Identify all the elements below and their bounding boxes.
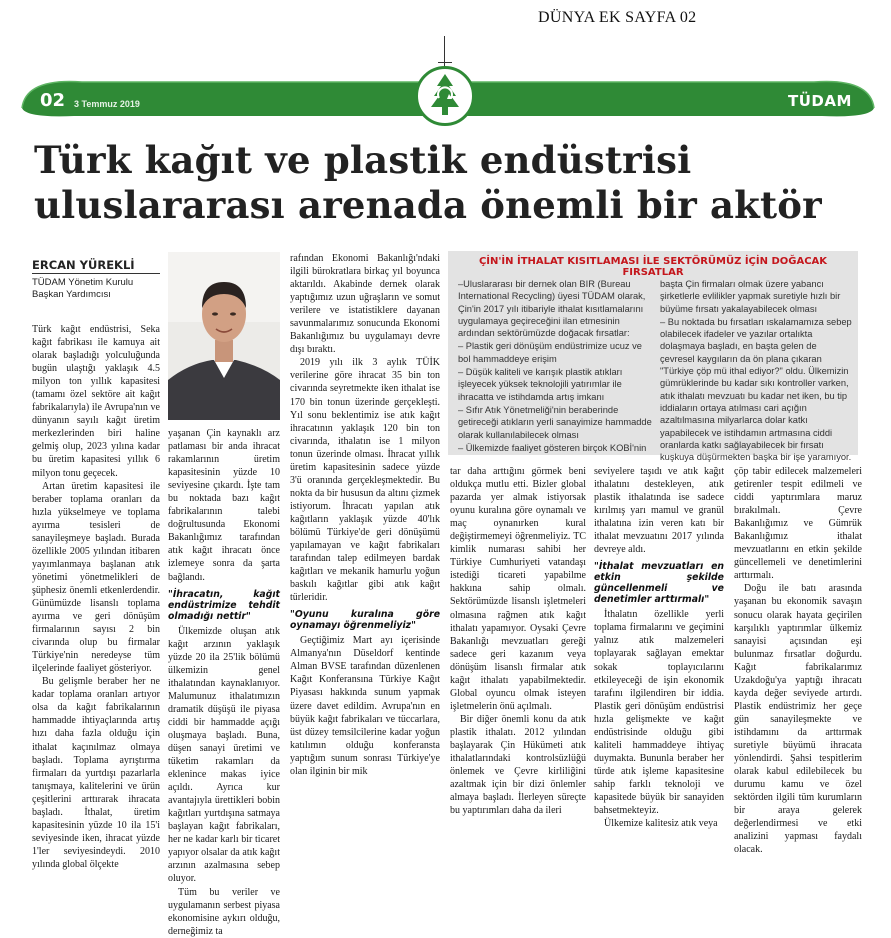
subheading: "İhracatın, kağıt endüstrimize tehdit olmadığı nettir" — [168, 588, 280, 622]
sidebar-paragraph: başta Çin firmaları olmak üzere yabancı şirketlerle evlilikler yapmak suretiyle hızlı bir büyüme fırsatı yakalayabilecek olması — [660, 279, 841, 314]
paragraph: tar daha arttığını görmek beni oldukça mutlu etti. Bizler global pazarda yer almak istiyorsak oyunu kuralına göre oynamalı ve maç oynanırken kural değiştirmemeyi öğrenmeliyiz. TC kimlik numarası sahibi her Türkiye Cumhuriyeti vatandaşı istediği ticareti yapabilme hakkına sahip olmalı. Sektörümüzde lisanslı işletmeleri olmasına rağmen atık kağıt ithalatı yapamıyor. Oysaki Çevre Bakanlığı mevzuatları gereği sadece geri kazanım veya dönüşüm lisanslı firmalar atık kağıt ithalatı yapabilmektedir. Global oyuncu olmak isteyen işletmelerin önü açılmalı. — [450, 466, 586, 712]
article-column-5 — [594, 465, 724, 830]
article-column-6 — [734, 465, 862, 856]
paragraph: Ülkemize kalitesiz atık veya — [604, 818, 718, 830]
edition-label: DÜNYA EK SAYFA 02 — [538, 9, 697, 26]
sidebar-paragraph: –Uluslararası bir dernek olan BIR (Bureau International Recycling) üyesi TÜDAM olarak, Çin'in 2017 yılı itibariyle ithalat kısıtlamalarını uygulamaya geçireceğini ilan etmesinin ardından sektörümüzde doğacak fırsatlar: — [458, 279, 646, 339]
sidebar-title: ÇİN'İN İTHALAT KISITLAMASI İLE SEKTÖRÜMÜZ İÇİN DOĞACAK FIRSATLAR — [478, 256, 828, 278]
article-column-1 — [32, 323, 160, 871]
paragraph: Ülkemizde oluşan atık kağıt arzının yaklaşık yüzde 20 ila 25'lik bölümü ülkemizin genel ithalatından kaynaklanıyor. Malumunuz ithalatımızın dramatik düşüşü ile piyasa ciddi bir hammadde açığı oluşmaya başladı. Buna, düşen sanayi üretimi ve tüketim rakamları da eklenince makas iyice açıldı. Ayrıca kur avantajıyla ürettikleri bobin kağıtları yurtdışına satmaya başlayan kağıt fabrikaları, her ne kadar karlı bir ticaret yapıyor olsalar da atık kağıt arzının azalmasına sebep oluyor. — [168, 625, 280, 885]
author-role-line-2: Başkan Yardımcısı — [32, 289, 111, 300]
page-number: 02 — [40, 90, 66, 111]
sidebar-column-right — [660, 278, 852, 464]
recycle-tree-icon — [415, 66, 475, 126]
paragraph: yaşanan Çin kaynaklı arz patlaması bir anda ihracat rakamlarının üretim kapasitesinin yüzde 10 seviyesine çıkardı. İşte tam bu noktada bazı kağıt fabrikalarının talebi doğrultusunda Ekonomi Bakanlığımız tarafından atık kağıt ihracatı önce izlemeye sonra da şarta bağlandı. — [168, 428, 280, 583]
author-role-line-1: TÜDAM Yönetim Kurulu — [32, 277, 134, 288]
author-name: ERCAN YÜREKLİ — [32, 258, 135, 272]
author-role — [32, 277, 162, 301]
article-column-2 — [168, 427, 280, 938]
sidebar-list-item: – Sıfır Atık Yönetmeliği'nin beraberinde getireceği atıkların yerli sanayimize hammadde olarak kullanılabilecek olması — [458, 404, 652, 440]
sidebar-list-item: – Ülkemizde faaliyet gösteren birçok KOBİ'nin — [458, 442, 647, 453]
paragraph: Bu gelişmle beraber her ne kadar toplama oranları artıyor olsa da kağıt fabrikalarının hammadde ihtiyaçlarında artış hızı daha fazla olduğu için ithalat kaçınılmaz olmaya başladı. Toplama ayrıştırma firmaları da yurtdışı pazarlarla tanışmaya, kalitelerini ve ürün çeşitlerini arttırarak ihracata başladı. İthalat, üretim kapasitesinin yüzde 10 ila 15'i seviyesinde iken, ihracat yüzde 1'ler seviyesindeydi. 2010 yılında global ölçekte — [32, 676, 160, 870]
headline-line-1: Türk kağıt ve plastik endüstrisi — [34, 138, 692, 182]
sidebar-list-item: – Düşük kaliteli ve karışık plastik atıkları işleyecek yüksek teknolojili yatırımlar ile ihracatta ve istihdamda artış imkanı — [458, 367, 623, 402]
paragraph: İthalatın özellikle yerli toplama firmalarını ve geçimini yalnız atık malzemeleri toplayarak sağlayan emektar sokak toplayıcılarını etkileyeceği de işin ekonomik tarafını ilgilendiren bir iddia. Plastik geri dönüşüm endüstrisi hızla gelişmekte ve kağıt endüstrisinde olduğu gibi kaliteli hammaddeye ihtiyaç duymakta. Bununla beraber her türde atık işleme kapasitesine sahip farklı teknoloji ve kapasitede büyük bir sanayiden bahsetmekteyiz. — [594, 609, 724, 817]
article-column-3 — [290, 252, 440, 778]
paragraph: çöp tabir edilecek malzemeleri getirenler tespit edilmeli ve ciddi yaptırımlara maruz bırakılmalı. Çevre Bakanlığımız ve Gümrük Bakanlığımız ithalat mevzuatlarını en etkin şekilde güncellemeli ve denetimlerini arttırmalı. — [734, 466, 862, 582]
paragraph: Bir diğer önemli konu da atık plastik ithalatı. 2012 yılından başlayarak Çin Hükümeti atık ithalatlarındaki kontrolsüzlüğü önlemek ve Çevre kirliliğini azaltmak için bir dizi önlemler almaya başladı. İlerleyen süreçte bu yaptırımları daha da ileri — [450, 713, 586, 817]
author-divider — [32, 273, 160, 274]
paragraph: 2019 yılı ilk 3 aylık TÜİK verilerine göre ihracat 35 bin ton civarında seyretmekte iken ithalat ise 170 bin tonun üzerinde gerçekleşti. Yıl sonu beklentimiz ise atık kağıt ihracatının yaklaşık 120 bin ton civarında, ithalatın ise 1 milyon tonun üzerinde olması. İhracat yıllık üretim kapasitesinin sadece yüzde 3'ü oranında gerçekleşmektedir. Bu nokta da bir hususun da altını çizmek istiyorum. İhracatı yapılan atık kağıtların yaklaşık yüzde 40'lık bölümü Türkiye'de geri dönüşümü yapılamayan ve kağıt fabrikaları tarafından talep edilmeyen bardak kağıtları ve mekanik hamurlu yoğun baskılı kağıtlar gibi atık kağıt türleridir. — [290, 357, 440, 604]
paragraph: Doğu ile batı arasında yaşanan bu ekonomik savaşın sonucu olarak hayata geçirilen karşılıklı yaptırımlar ülkemiz sanayisi açısından eşi bulunmaz fırsatlar doğurdu. Kağıt fabrikalarımız Uzakdoğu'ya yaptığı ihracatı kayda değer seviyede artırdı. Plastik endüstrimiz her geçe gün sanayileşmekte ve istihdamını da arttırmak suretiyle büyümü ihracata yönlendirdi. Şahsi tespitlerim olarak kabul edilebilecek bu durumu kamu ve özel sektörden ilgili tüm kurumların bir araya gelerek değerlendirmesi ve etki analizini yapması faydalı olacak. — [734, 583, 862, 856]
paragraph: Artan üretim kapasitesi ile beraber toplama oranları da hızla yükselmeye ve toplama ayırma tesisleri de sanayileşmeye başladı. Burada özellikle 2005 yılından itibaren yayımlanmaya başlanan atık yönetimi yönetmelikleri de şüphesiz önemli etkenlerdendir. Günümüzde lisanslı toplama ayırma ve geri dönüşüm firmalarının sayısı 2 bin civarında olup bu firmalar Türkiye'nin neredeyse tüm ilçelerinde faaliyet gösteriyor. — [32, 480, 160, 675]
sidebar-list-item: – Bu noktada bu fırsatları ıskalamamıza sebep olabilecek ifadeler ve yazılar ortalıkta dolaşmaya başladı, en başta gelen de çevresel kaygıların da ön plana çıkaran "Türkiye çöp mü ithal ediyor?" oldu. Ülkemizin gümrüklerinde bu kadar sıkı kontroller varken, atık ithalatı mevzuatı bu kadar net iken, bu tip iddiaların ortaya atılması cari açığın azaltılmasına milyarlarca dolar katkı yapabilecek ve istihdamın artmasına ciddi oranlarda katkı sağlayabilecek bir fırsatı kuşkuya düşürmekten başka bir işe yaramıyor. — [660, 316, 852, 463]
article-column-4 — [450, 465, 586, 817]
sidebar-list-item: – Plastik geri dönüşüm endüstrimize ucuz ve bol hammaddeye erişim — [458, 341, 642, 364]
subheading: "İthalat mevzuatları en etkin şekilde güncellenmeli ve denetimler arttırmalı" — [594, 561, 724, 606]
article-headline — [34, 138, 834, 228]
paragraph: seviyelere taşıdı ve atık kağıt ithalatını destekleyen, atık plastik ithalatında ise sadece kırılmış yarı mamul ve granül ithalatına izin veren katı bir ithalat mevzuatını 2017 yılında devreye aldı. — [594, 466, 724, 556]
paragraph: Geçtiğimiz Mart ayı içerisinde Almanya'nın Düseldorf kentinde Alman BVSE tarafından düzenlenen Kağıt Konferansına Türkiye Kağıt Piyasası hakkında sunum yapmak üzere davet edildim. Avrupa'nın en büyük kağıt fabrikaları ve tüccarlara, üst düzey temsilcilerine kadar yoğun katılımın olduğu konferansta yaptığım sunum sonrası Türkiye'ye olan ilginin bir mik — [290, 635, 440, 777]
crop-mark — [438, 62, 452, 63]
headline-line-2: uluslararası arenada önemli bir aktör — [34, 183, 822, 227]
sidebar-column-left — [458, 278, 652, 455]
paragraph: Türk kağıt endüstrisi, Seka kağıt fabrikası ile kamuya ait olarak başladığı yolculuğunda bugün ulaştığı yaklaşık 4.5 milyon ton yıllık kapasitesi (tamamı özel sektöre ait kağıt fabrikalarıyla) ile Avrupa'nın ve dünyanın sayılı kağıt üretim merkezlerinden biri haline gelmiş olup, 2023 yılına kadar bu üretim kapasitesi yıllık 6 milyon tonu geçecek. — [32, 324, 160, 479]
author-photo — [168, 252, 280, 420]
issue-date: 3 Temmuz 2019 — [74, 99, 140, 109]
subheading: "Oyunu kuralına göre oynamayı öğrenmeliyiz" — [290, 609, 440, 632]
paragraph: rafından Ekonomi Bakanlığı'ndaki ilgili bürokratlara birkaç yıl boyunca aktarıldı. Akabinde dernek olarak yaptığımız uzun uğraşların ve somut verilere ve istatistiklere dayanan savunmalarımız sonucunda Ekonomi Bakanlığımız bu uygulamayı devre dışı bıraktı. — [290, 253, 440, 356]
brand-label: TÜDAM — [788, 92, 852, 110]
paragraph: Tüm bu veriler ve uygulamanın serbest piyasa ekonomisine aykırı olduğu, derneğimiz ta — [168, 886, 280, 937]
